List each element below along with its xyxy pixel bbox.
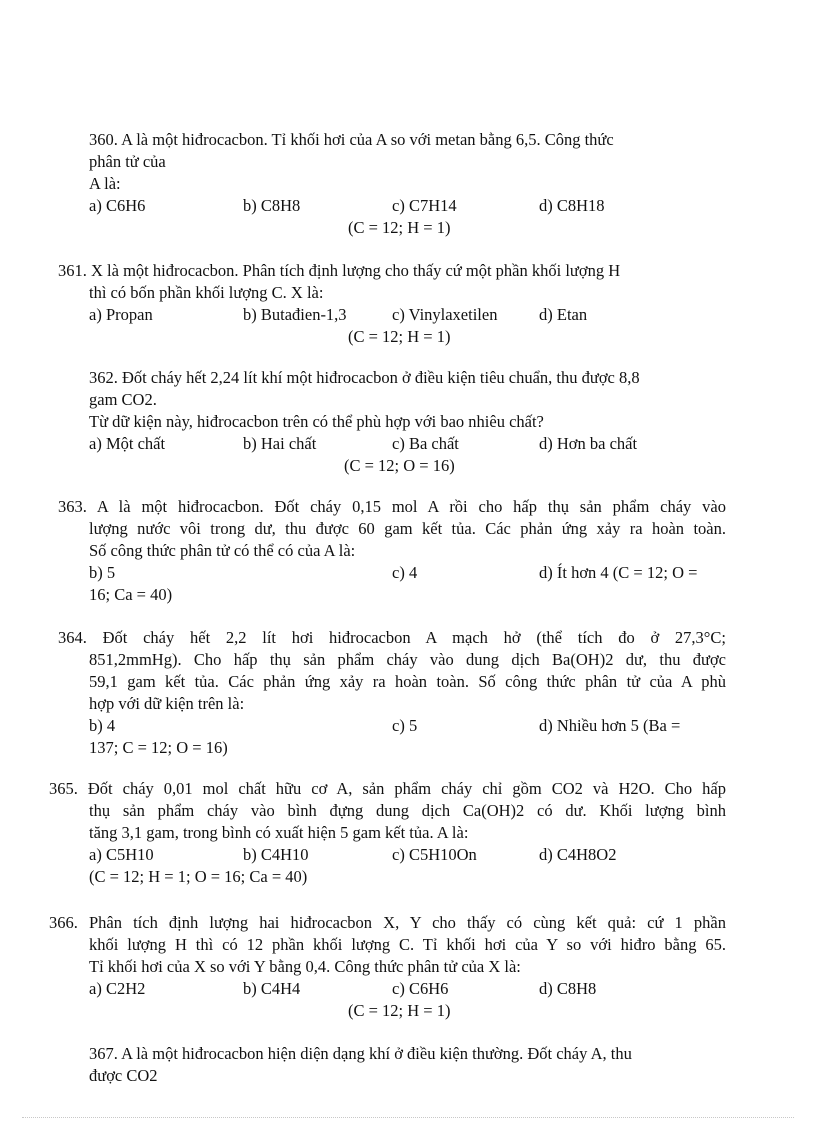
question-366 — [49, 912, 726, 1022]
option-c[interactable]: c) C7H14 — [392, 196, 457, 215]
option-d[interactable]: d) Nhiều hơn 5 (Ba = — [539, 716, 681, 735]
option-d[interactable]: d) C4H8O2 — [539, 845, 617, 864]
page-bottom-divider — [22, 1117, 794, 1118]
option-d[interactable]: d) Etan — [539, 305, 588, 324]
question-365 — [49, 778, 726, 888]
question-line: 365. Đốt cháy 0,01 mol chất hữu cơ A, sản phẩm cháy chỉ gồm CO2 và H2O. Cho hấp — [49, 779, 726, 798]
question-line: phân tử của — [89, 152, 166, 171]
question-line: 364. Đốt cháy hết 2,2 lít hơi hiđrocacbon A mạch hở (thể tích đo ở 27,3°C; — [58, 628, 726, 647]
option-c[interactable]: c) Vinylaxetilen — [392, 305, 498, 324]
option-d[interactable]: d) Hơn ba chất — [539, 434, 638, 453]
question-line: 360. A là một hiđrocacbon. Tỉ khối hơi của A so với metan bằng 6,5. Công thức — [89, 130, 614, 149]
question-line: 59,1 gam kết tủa. Các phản ứng xảy ra hoàn toàn. Số công thức phân tử của A phù — [89, 672, 726, 691]
option-b[interactable]: b) C4H4 — [243, 979, 301, 998]
question-362 — [89, 367, 729, 477]
atomic-mass-note: 16; Ca = 40) — [89, 585, 173, 604]
question-line: 361. X là một hiđrocacbon. Phân tích định lượng cho thấy cứ một phần khối lượng H — [58, 261, 621, 280]
options-row — [89, 433, 729, 455]
question-line: 851,2mmHg). Cho hấp thụ sản phẩm cháy vào dung dịch Ba(OH)2 dư, thu được — [89, 650, 726, 669]
question-361 — [58, 260, 738, 348]
options-row — [89, 195, 729, 217]
question-line: 363. A là một hiđrocacbon. Đốt cháy 0,15 mol A rồi cho hấp thụ sản phẩm cháy vào — [58, 497, 726, 516]
options-row — [89, 978, 726, 1000]
options-row — [89, 715, 726, 737]
option-b[interactable]: b) Hai chất — [243, 434, 317, 453]
option-d[interactable]: d) C8H18 — [539, 196, 605, 215]
option-b[interactable]: b) C4H10 — [243, 845, 309, 864]
options-row — [89, 562, 726, 584]
option-a[interactable]: a) C5H10 — [89, 845, 154, 864]
question-367 — [89, 1043, 729, 1087]
question-line: được CO2 — [89, 1066, 158, 1085]
question-line: A là: — [89, 174, 121, 193]
option-c[interactable]: c) 5 — [392, 716, 418, 735]
question-line: thì có bốn phần khối lượng C. X là: — [89, 283, 324, 302]
option-b[interactable]: b) C8H8 — [243, 196, 301, 215]
atomic-mass-note: (C = 12; H = 1) — [348, 327, 451, 346]
question-line: Số công thức phân tử có thể có của A là: — [89, 541, 356, 560]
option-b[interactable]: b) Butađien-1,3 — [243, 305, 347, 324]
question-line: hợp với dữ kiện trên là: — [89, 694, 245, 713]
options-row — [89, 844, 726, 866]
option-c[interactable]: c) 4 — [392, 563, 418, 582]
question-364 — [58, 627, 726, 759]
option-d[interactable]: d) C8H8 — [539, 979, 597, 998]
option-c[interactable]: c) C6H6 — [392, 979, 449, 998]
option-c[interactable]: c) C5H10On — [392, 845, 477, 864]
atomic-mass-note: (C = 12; H = 1) — [348, 1001, 451, 1020]
atomic-mass-note: (C = 12; O = 16) — [344, 456, 455, 475]
option-a[interactable]: a) Propan — [89, 305, 153, 324]
question-line: tăng 3,1 gam, trong bình có xuất hiện 5 gam kết tủa. A là: — [89, 823, 469, 842]
options-row — [89, 304, 738, 326]
option-b[interactable]: b) 5 — [89, 563, 116, 582]
option-a[interactable]: a) C2H2 — [89, 979, 146, 998]
option-a[interactable]: a) C6H6 — [89, 196, 146, 215]
option-c[interactable]: c) Ba chất — [392, 434, 459, 453]
question-line: 367. A là một hiđrocacbon hiện diện dạng khí ở điều kiện thường. Đốt cháy A, thu — [89, 1044, 632, 1063]
atomic-mass-note: (C = 12; H = 1) — [348, 218, 451, 237]
option-b[interactable]: b) 4 — [89, 716, 116, 735]
option-a[interactable]: a) Một chất — [89, 434, 166, 453]
question-line: thụ sản phẩm cháy vào bình đựng dung dịch Ca(OH)2 có dư. Khối lượng bình — [89, 801, 726, 820]
question-360 — [89, 129, 729, 239]
question-363 — [58, 496, 726, 606]
question-line: Tỉ khối hơi của X so với Y bằng 0,4. Công thức phân tử của X là: — [89, 957, 521, 976]
atomic-mass-note: (C = 12; H = 1; O = 16; Ca = 40) — [89, 867, 308, 886]
question-line: khối lượng H thì có 12 phần khối lượng C. Tỉ khối hơi của Y so với hiđro bằng 65. — [89, 935, 726, 954]
question-line: lượng nước vôi trong dư, thu được 60 gam kết tủa. Các phản ứng xảy ra hoàn toàn. — [89, 519, 726, 538]
question-line: 362. Đốt cháy hết 2,24 lít khí một hiđrocacbon ở điều kiện tiêu chuẩn, thu được 8,8 — [89, 368, 640, 387]
option-d[interactable]: d) Ít hơn 4 (C = 12; O = — [539, 563, 698, 582]
question-line: Từ dữ kiện này, hiđrocacbon trên có thể phù hợp với bao nhiêu chất? — [89, 412, 544, 431]
question-line: gam CO2. — [89, 390, 157, 409]
atomic-mass-note: 137; C = 12; O = 16) — [89, 738, 228, 757]
question-line: 366. Phân tích định lượng hai hiđrocacbon X, Y cho thấy có cùng kết quả: cứ 1 phần — [49, 913, 726, 932]
